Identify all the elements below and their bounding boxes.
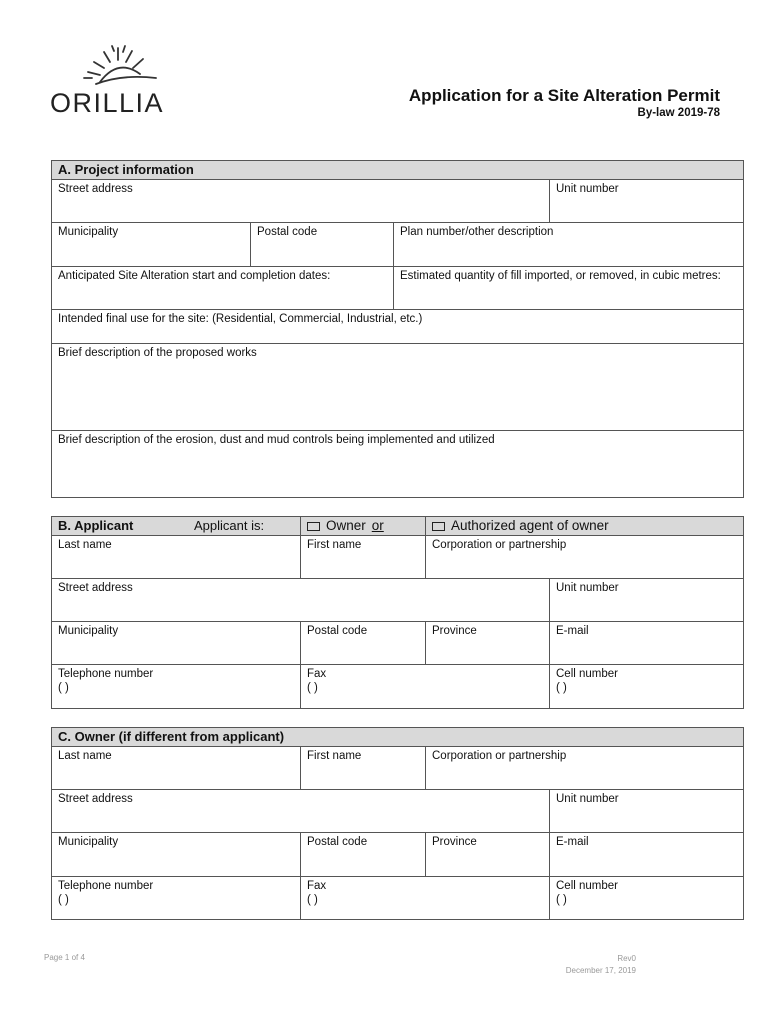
owner-street-address-field[interactable]: Street address: [52, 790, 550, 833]
applicant-last-name-field[interactable]: Last name: [52, 536, 301, 579]
applicant-fax-field[interactable]: [301, 665, 550, 709]
owner-label: Owner: [326, 518, 366, 533]
owner-last-name-field[interactable]: Last name: [52, 747, 301, 790]
owner-email-field[interactable]: E-mail: [550, 833, 744, 877]
cell-label: Cell number: [556, 880, 618, 892]
fax-area-code: ( ): [307, 894, 318, 906]
agent-label: Authorized agent of owner: [451, 518, 609, 533]
owner-cell-field[interactable]: [550, 877, 744, 920]
agent-option[interactable]: [426, 517, 744, 536]
section-b-title: B. Applicant: [58, 518, 134, 533]
section-c-header: C. Owner (if different from applicant): [52, 728, 744, 747]
logo-text: ORILLIA: [50, 88, 165, 118]
cell-area-code: ( ): [556, 682, 567, 694]
page-subtitle: By-law 2019-78: [637, 107, 720, 119]
section-a-table: [51, 160, 744, 498]
municipality-field[interactable]: Municipality: [52, 223, 251, 267]
applicant-corporation-field[interactable]: Corporation or partnership: [426, 536, 744, 579]
telephone-label: Telephone number: [58, 668, 154, 680]
section-b-header: [52, 517, 301, 536]
applicant-is-label: Applicant is:: [194, 518, 265, 533]
owner-fax-field[interactable]: [301, 877, 550, 920]
applicant-unit-number-field[interactable]: Unit number: [550, 579, 744, 622]
revision-label: Rev0: [617, 954, 636, 963]
or-label: or: [371, 518, 384, 533]
page-title: Application for a Site Alteration Permit: [408, 86, 720, 105]
applicant-first-name-field[interactable]: First name: [301, 536, 426, 579]
works-description-field[interactable]: Brief description of the proposed works: [52, 344, 744, 431]
owner-option[interactable]: [301, 517, 426, 536]
fill-quantity-field[interactable]: Estimated quantity of fill imported, or removed, in cubic metres:: [394, 267, 744, 310]
section-a-header: A. Project information: [52, 161, 744, 180]
page-number: Page 1 of 4: [44, 953, 85, 962]
orillia-logo: [50, 44, 190, 119]
owner-telephone-field[interactable]: [52, 877, 301, 920]
owner-postal-code-field[interactable]: Postal code: [301, 833, 426, 877]
dates-field[interactable]: Anticipated Site Alteration start and completion dates:: [52, 267, 394, 310]
fax-area-code: ( ): [307, 682, 318, 694]
owner-province-field[interactable]: Province: [426, 833, 550, 877]
applicant-postal-code-field[interactable]: Postal code: [301, 622, 426, 665]
section-c-table: [51, 727, 744, 920]
agent-checkbox[interactable]: [432, 522, 445, 531]
owner-first-name-field[interactable]: First name: [301, 747, 426, 790]
revision-date: December 17, 2019: [565, 966, 636, 975]
revision-info: [500, 953, 636, 977]
applicant-email-field[interactable]: E-mail: [550, 622, 744, 665]
cell-label: Cell number: [556, 668, 618, 680]
cell-area-code: ( ): [556, 894, 567, 906]
telephone-area-code: ( ): [58, 682, 69, 694]
postal-code-field[interactable]: Postal code: [251, 223, 394, 267]
applicant-street-address-field[interactable]: Street address: [52, 579, 550, 622]
final-use-field[interactable]: Intended final use for the site: (Residential, Commercial, Industrial, etc.): [52, 310, 744, 344]
fax-label: Fax: [307, 668, 327, 680]
owner-unit-number-field[interactable]: Unit number: [550, 790, 744, 833]
owner-corporation-field[interactable]: Corporation or partnership: [426, 747, 744, 790]
fax-label: Fax: [307, 880, 327, 892]
applicant-cell-field[interactable]: [550, 665, 744, 709]
plan-number-field[interactable]: Plan number/other description: [394, 223, 744, 267]
applicant-municipality-field[interactable]: Municipality: [52, 622, 301, 665]
owner-municipality-field[interactable]: Municipality: [52, 833, 301, 877]
owner-checkbox[interactable]: [307, 522, 320, 531]
telephone-area-code: ( ): [58, 894, 69, 906]
section-b-table: [51, 516, 744, 709]
sun-logo-icon: [78, 44, 158, 88]
applicant-province-field[interactable]: Province: [426, 622, 550, 665]
controls-description-field[interactable]: Brief description of the erosion, dust and mud controls being implemented and utilized: [52, 431, 744, 498]
telephone-label: Telephone number: [58, 880, 154, 892]
unit-number-field[interactable]: Unit number: [550, 180, 744, 223]
street-address-field[interactable]: Street address: [52, 180, 550, 223]
applicant-telephone-field[interactable]: [52, 665, 301, 709]
